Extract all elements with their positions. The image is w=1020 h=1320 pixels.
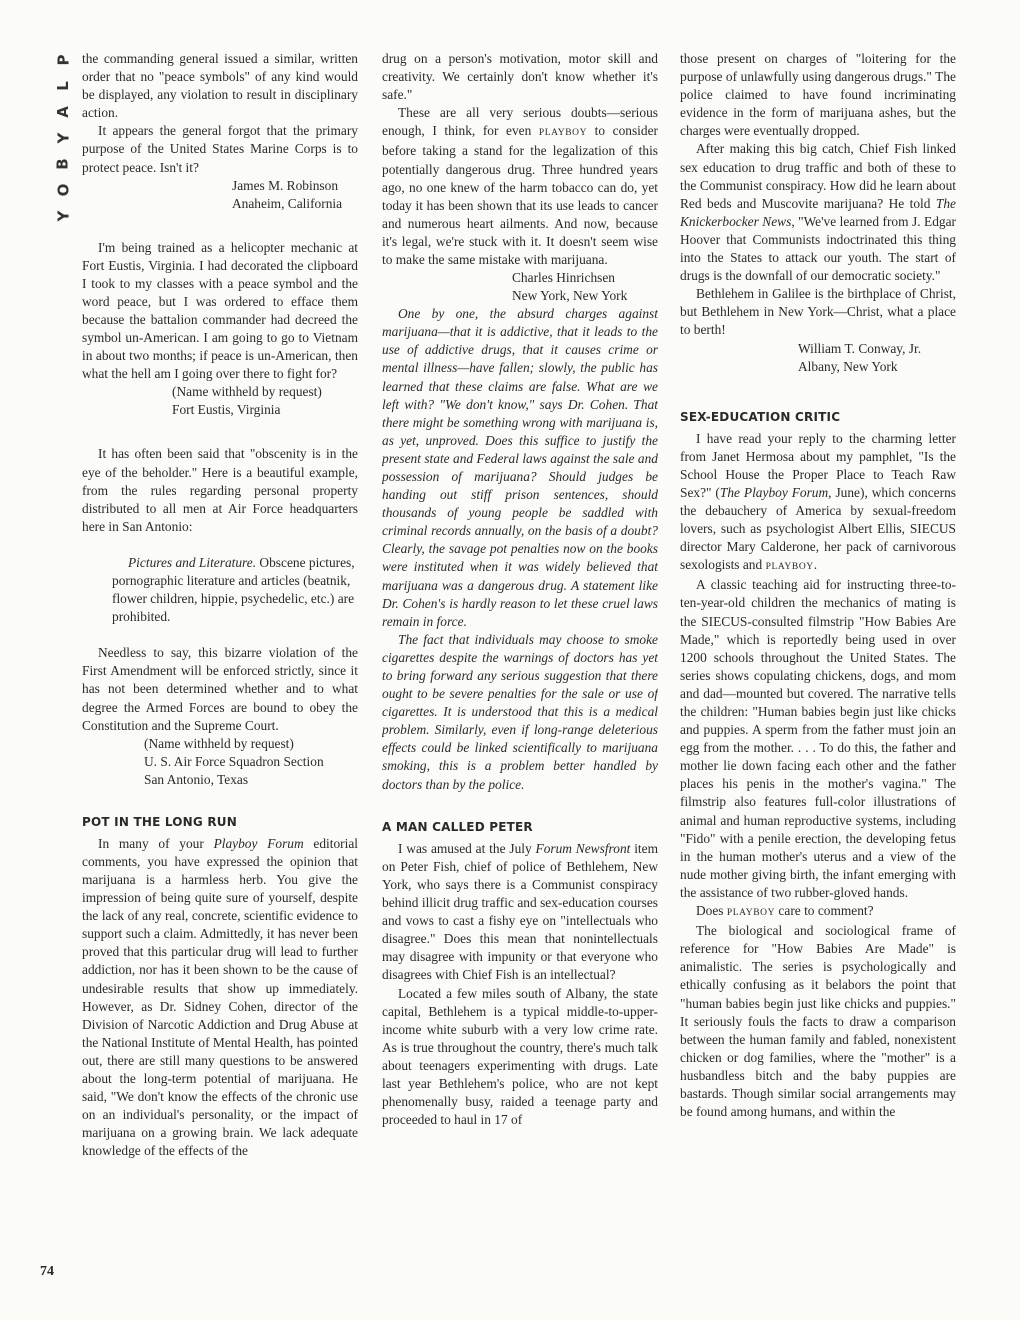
column-1 [82,50,358,1290]
text-run: After making this big catch, Chief Fish linked sex education to drug traffic and both of these to the Communist conspiracy. How did he learn about Red beds and Muscovite marijuana? He told [680,141,956,211]
letter-paragraph [382,840,658,985]
publication-title: Forum Newsfront [535,840,631,856]
page-number: 74 [40,1264,54,1279]
column-3 [680,50,956,1290]
text-run: . [813,557,818,573]
signature-place: New York, New York [512,288,628,304]
letter-paragraph [680,430,956,577]
letter-signature [382,269,658,305]
signature-place: Fort Eustis, Virginia [172,402,281,418]
letter-signature [82,383,358,419]
letter-paragraph: Needless to say, this bizarre violation of the First Amendment will be enforced strictly, since it has not been determined whether and to what degree the Armed Forces are bound to obey the Constitution and the Supreme Court. [82,645,358,733]
letter-paragraph: It appears the general forgot that the primary purpose of the United States Marine Corps is to protect peace. Isn't it? [82,123,358,175]
signature-name: (Name withheld by request) [172,384,322,400]
column-2 [382,50,658,1290]
editorial-reply: The fact that individuals may choose to smoke cigarettes despite the warnings of doctors has yet to bring forward any serious suggestion that there ought to be severe penalties for the sale or use of cigarettes. It is understood that this is a medical problem. Similarly, even if long-range deleterious effects could be linked scientifically to marijuana smoking, this is a problem better handled by doctors than by the police. [382,631,658,792]
magazine-name: PLAYBOY [765,562,814,573]
letter-paragraph: Bethlehem in Galilee is the birthplace of Christ, but Bethlehem in New York—Christ, what a place to berth! [680,286,956,338]
letter-paragraph: I'm being trained as a helicopter mechanic at Fort Eustis, Virginia. I had decorated the clipboard I took to my classes with a peace symbol and the word peace, but I was ordered to efface them because the battalion commander had decreed the symbol un-American. I am going to go to Vietnam in about two months; if peace is un-American, then what the hell am I going over there to fight for? [82,239,358,382]
publication-title: Playboy Forum [213,835,304,851]
text-run: , "We've learned from J. Edgar Hoover that Communists indoctrinated this thing into the States to attack our youth. The start of drugs is the downfall of our democratic society." [680,213,956,284]
section-heading: POT IN THE LONG RUN [82,814,237,829]
letter-paragraph [382,104,658,269]
letter-paragraph: drug on a person's motivation, motor skill and creativity. We certainly don't know whether it's safe." [382,51,658,103]
masthead-letter: O [53,183,72,197]
quoted-rule [82,554,358,626]
letter-paragraph: the commanding general issued a similar, written order that no "peace symbols" of any kind would be displayed, any violation to result in disciplinary action. [82,51,358,121]
masthead-letter: A [53,106,72,118]
quoted-rule-title: Pictures and Literature. [128,554,257,570]
magazine-name: PLAYBOY [538,128,588,139]
section-heading: A MAN CALLED PETER [382,819,533,834]
text-run: These are all very serious doubts—serious enough, I think, for even [382,105,658,139]
text-run: editorial comments, you have expressed the opinion that marijuana is a harmless herb. You give the impression of being quite sure of yourself, despite the lack of any real, concrete, scientific evidence to support such a claim. Admittedly, it has never been proved that this particular drug will lead to further addiction, nor has it been shown to be the cause of undesirable results that show up immediately. However, as Dr. Sidney Cohen, director of the Division of Narcotic Addiction and Drug Abuse at the National Institute of Mental Health, has pointed out, there are still many questions to be answered about the long-term potential of marijuana. He said, "We don't know the effects of the chronic use on an individual's personality, or the impact of marijuana on a growing brain. We lack adequate knowledge of the effects of the [82,835,358,1159]
signature-unit: U. S. Air Force Squadron Section [144,753,324,769]
text-run: I was amused at the July [398,840,536,856]
publication-title: The Playboy Forum [719,484,829,500]
signature-name: William T. Conway, Jr. [798,340,922,356]
letter-paragraph: those present on charges of "loitering for the purpose of unlawfully using dangerous drugs." The police claimed to have found incriminating evidence in the form of marijuana ashes, but the charges were eventually dropped. [680,51,956,139]
text-run: to consider before taking a stand for the legalization of this potentially dangerous drug. Three hundred years ago, no one knew of the harm tobacco can do, yet today it has been shown that its use leads to cancer and numerous heart ailments. And now, because it's legal, we're stuck with it. It doesn't seem wise to make the same mistake with marijuana. [382,123,658,268]
magazine-masthead [52,52,74,232]
text-run: care to comment? [775,903,874,919]
letter-paragraph [680,902,956,922]
signature-place: Albany, New York [798,358,898,374]
text-run: Does [696,903,727,919]
text-run: I have read your reply to the charming letter from Janet Hermosa about my pamphlet, "Is the School House the Proper Place to Teach Raw Sex?" ( [680,430,956,500]
letter-signature [82,177,358,213]
text-run: , June), which concerns the debauchery of America by sexual-freedom lovers, such as psychologist Albert Ellis, SIECUS director Mary Calderone, her pack of carnivorous sexologists and [680,484,956,573]
magazine-name: PLAYBOY [726,908,776,919]
quoted-rule-body: Obscene pictures, pornographic literature and articles (beatnik, flower children, hippie, psychedelic, etc.) are prohibited. [112,554,355,625]
signature-name: Charles Hinrichsen [512,270,616,286]
letter-paragraph: A classic teaching aid for instructing three-to-ten-year-old children the mechanics of mating is the SIECUS-consulted filmstrip "How Babies Are Made," which is reportedly being used in over 1200 schools throughout the United States. The series shows copulating chickens, dogs, and mom and dad—mounted but covered. The narrative tells the children: "Human babies begin just like chicks and puppies. A sperm from the father must join an egg from the mother. . . . To do this, the father and mother lie down facing each other and the father places his penis in the mother's vagina." The filmstrip also features full-color illustrations of animal and human reproductive systems, including "Fido" with a penile erection, the developing fetus in the human mother's uterus and a view of the nude mother giving birth, the infant emerging with the assistance of two rubber-gloved hands. [680,577,956,900]
section-heading: SEX-EDUCATION CRITIC [680,409,841,424]
publication-title: The Knickerbocker News [680,195,956,229]
masthead-letter: Y [54,210,72,222]
letter-signature [82,735,358,789]
text-run: item on Peter Fish, chief of police of Bethlehem, New York, who says there is a Communist conspiracy behind illicit drug traffic and sex-education courses and vows to cast a fishy eye on "intellectuals who disagree." Does this mean that nonintellectuals may disagree with impunity or that everyone who disagrees with Chief Fish is an intellectual? [382,840,658,983]
letter-paragraph: The biological and sociological frame of reference for "How Babies Are Made" is animalistic. The series is psychologically and ethically confusing as it belabors the point that "human babies begin just like chicks and puppies." It seriously fouls the facts to draw a comparison between the human family and fabled, nonexistent chicken or dog families, where the "mother" is a husbandless bitch and the baby puppies are bastards. Though similar social arrangements may be found among humans, and within the [680,923,956,1120]
signature-place: San Antonio, Texas [144,771,249,787]
signature-name: (Name withheld by request) [144,735,294,751]
letter-paragraph [82,835,358,1161]
letter-signature [680,340,956,376]
text-run: In many of your [98,835,214,851]
letter-paragraph: It has often been said that "obscenity is in the eye of the beholder." Here is a beautiful example, from the rules regarding personal property distributed to all men at Air Force headquarters here in San Antonio: [82,446,358,534]
signature-place: Anaheim, California [232,195,343,211]
masthead-letter: L [54,81,72,91]
letter-paragraph: Located a few miles south of Albany, the state capital, Bethlehem is a typical middle-to-upper-income white suburb with a very low crime rate. As is true throughout the country, there's much talk about teenagers experimenting with drugs. Late last year Bethlehem's police, who are not kept phenomenally busy, raided a teenage party and proceeded to haul in 17 of [382,985,658,1128]
masthead-letter: Y [54,132,72,144]
masthead-letter: P [54,54,72,66]
signature-name: James M. Robinson [232,177,339,193]
masthead-letter: B [54,158,72,170]
editorial-reply: One by one, the absurd charges against marijuana—that it is addictive, that it leads to the use of addictive drugs, that it causes crime or mental illness—have fallen; slowly, the public has learned that these claims are false. What are we left with? "We don't know," says Dr. Cohen. That there might be something wrong with marijuana is, as yet, unproved. Does this suffice to justify the present state and Federal laws against the sale and possession of marijuana? Should judges be handing out stiff prison sentences, should thousands of young people be saddled with criminal records annually, on the basis of a doubt? Clearly, the savage pot penalties now on the books were instituted when it was widely believed that marijuana was a dangerous drug. A statement like Dr. Cohen's is hardly reason to let these cruel laws remain in force. [382,306,658,629]
letter-paragraph [680,140,956,285]
